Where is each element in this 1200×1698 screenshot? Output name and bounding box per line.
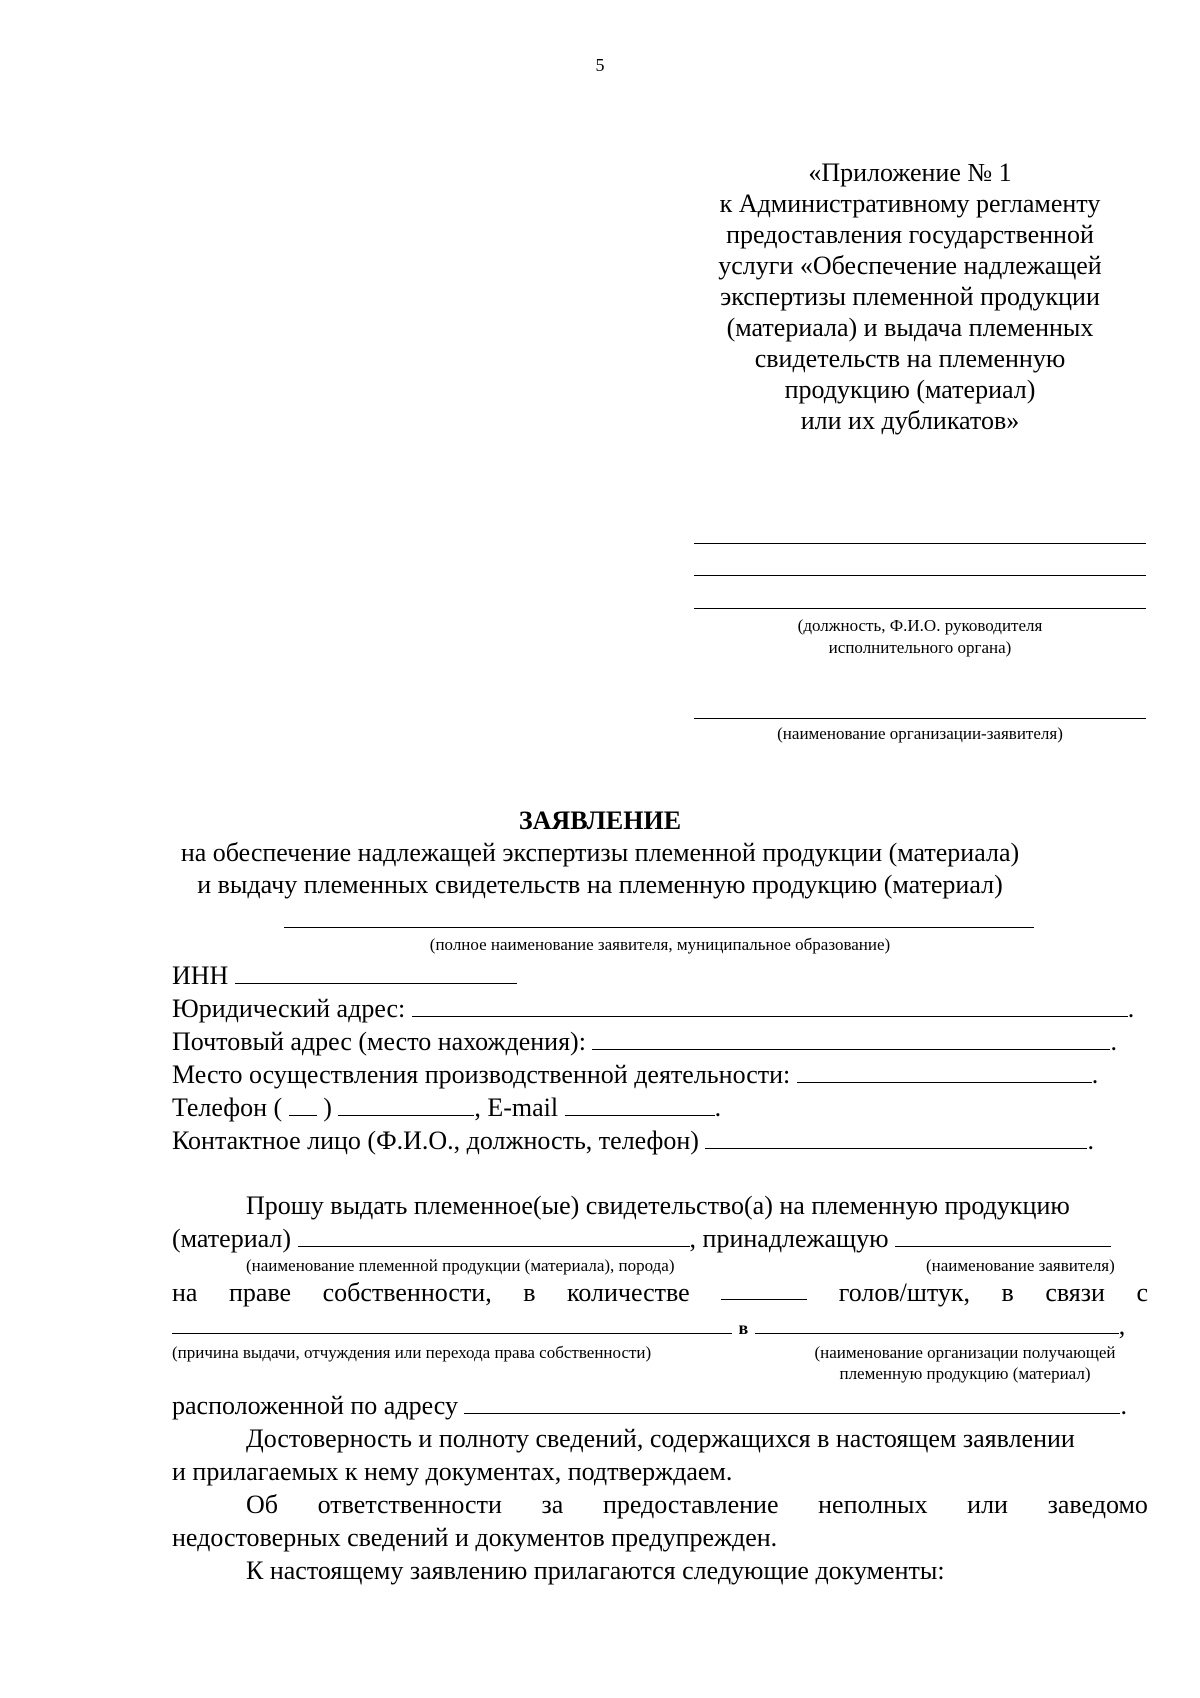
caption-receiver-line: племенную продукцию (материал) <box>839 1364 1091 1383</box>
production-place-label: Место осуществления производственной деятельности: <box>172 1060 791 1089</box>
caption-reason: (причина выдачи, отчуждения или перехода права собственности) <box>172 1343 652 1362</box>
inn-label: ИНН <box>172 961 229 990</box>
attachments-line: К настоящему заявлению прилагаются следующие документы: <box>246 1556 945 1585</box>
receiver-field[interactable] <box>755 1311 1119 1334</box>
located-row <box>172 1390 1127 1422</box>
email-field[interactable] <box>565 1093 715 1116</box>
caption-head <box>694 615 1146 659</box>
row-end-dot: . <box>714 1093 722 1122</box>
row-end-dot: . <box>1127 994 1135 1023</box>
responsibility-word: или <box>967 1490 1008 1519</box>
page-title: ЗАЯВЛЕНИЕ <box>518 806 682 835</box>
row-end-comma: , <box>1118 1311 1126 1340</box>
appendix-line: к Административному регламенту <box>719 189 1101 218</box>
production-place-row <box>172 1059 1098 1091</box>
phone-label: Телефон ( <box>172 1093 283 1122</box>
ownership-word: в <box>523 1278 536 1307</box>
reason-field[interactable] <box>172 1311 732 1334</box>
row-end-dot: . <box>1110 1027 1117 1056</box>
addressee-line-2[interactable] <box>694 575 1146 576</box>
addressee-line-3[interactable] <box>694 608 1146 609</box>
legal-address-field[interactable] <box>412 994 1128 1017</box>
appendix-line: продукцию (материал) <box>784 375 1036 404</box>
ownership-row <box>172 1277 1148 1309</box>
heads-label: голов/штук, <box>838 1278 971 1307</box>
row-end-dot: . <box>1091 1060 1099 1089</box>
responsibility-word: заведомо <box>1047 1490 1148 1519</box>
addressee-line-1[interactable] <box>694 543 1146 544</box>
responsibility-word: неполных <box>818 1490 928 1519</box>
caption-head-line: (должность, Ф.И.О. руководителя <box>797 616 1043 635</box>
in-word: в <box>738 1318 749 1338</box>
legal-address-row <box>172 993 1134 1025</box>
email-label: , E-mail <box>474 1093 559 1122</box>
ownership-word: праве <box>228 1278 292 1307</box>
connection-word: с <box>1136 1278 1148 1307</box>
title-subline: и выдачу племенных свидетельств на племенную продукцию (материал) <box>197 870 1003 899</box>
contact-row <box>172 1125 1094 1157</box>
phone-row <box>172 1092 721 1124</box>
postal-address-row <box>172 1026 1117 1058</box>
applicant-org-line[interactable] <box>694 718 1146 719</box>
row-end-dot: . <box>1120 1391 1127 1420</box>
owner-name-field[interactable] <box>895 1224 1111 1247</box>
caption-applicant: (полное наименование заявителя, муниципальное образование) <box>429 935 891 954</box>
phone-field[interactable] <box>338 1093 474 1116</box>
row-end-dot: . <box>1087 1126 1094 1155</box>
production-place-field[interactable] <box>797 1060 1092 1083</box>
appendix-line: (материала) и выдача племенных <box>726 313 1094 342</box>
responsibility-word: за <box>541 1490 564 1519</box>
closing-line: и прилагаемых к нему документах, подтверждаем. <box>172 1457 733 1486</box>
ownership-word: собственности, <box>322 1278 492 1307</box>
phone-code-field[interactable] <box>289 1093 317 1116</box>
statement-title <box>0 805 1200 901</box>
responsibility-word: ответственности <box>317 1490 502 1519</box>
appendix-line: «Приложение № 1 <box>808 158 1012 187</box>
appendix-line: услуги «Обеспечение надлежащей <box>718 251 1102 280</box>
phone-close-paren: ) <box>323 1093 332 1122</box>
located-address-field[interactable] <box>464 1391 1120 1414</box>
appendix-line: предоставления государственной <box>726 220 1094 249</box>
caption-product: (наименование племенной продукции (материала), порода) <box>246 1256 675 1275</box>
connection-word: в <box>1001 1278 1014 1307</box>
applicant-name-line[interactable] <box>284 927 1034 928</box>
caption-org: (наименование организации-заявителя) <box>777 724 1063 743</box>
responsibility-word: Об <box>246 1490 279 1519</box>
request-line-1: Прошу выдать племенное(ые) свидетельство(а) на племенную продукцию <box>246 1191 1070 1220</box>
ownership-word: на <box>172 1278 198 1307</box>
page-number: 5 <box>595 55 605 75</box>
appendix-line: или их дубликатов» <box>800 406 1020 435</box>
postal-address-field[interactable] <box>592 1027 1110 1050</box>
material-label: (материал) <box>172 1224 292 1253</box>
reason-row <box>172 1310 1125 1344</box>
responsibility-word: предоставление <box>602 1490 779 1519</box>
caption-owner: (наименование заявителя) <box>926 1256 1115 1275</box>
quantity-field[interactable] <box>721 1277 807 1300</box>
product-name-field[interactable] <box>298 1224 690 1247</box>
caption-head-line: исполнительного органа) <box>828 638 1012 657</box>
appendix-header <box>690 157 1130 436</box>
caption-receiver-line: (наименование организации получающей <box>814 1343 1116 1362</box>
contact-label: Контактное лицо (Ф.И.О., должность, телефон) <box>172 1126 699 1155</box>
belonging-label: , принадлежащую <box>689 1224 889 1253</box>
contact-field[interactable] <box>705 1126 1087 1149</box>
connection-word: связи <box>1045 1278 1105 1307</box>
appendix-line: свидетельств на племенную <box>754 344 1066 373</box>
postal-address-label: Почтовый адрес (место нахождения): <box>172 1027 586 1056</box>
request-line-2 <box>172 1223 1111 1255</box>
ownership-word: количестве <box>567 1278 690 1307</box>
title-subline: на обеспечение надлежащей экспертизы племенной продукции (материала) <box>180 838 1020 867</box>
caption-receiver <box>780 1342 1150 1384</box>
closing-line: Достоверность и полноту сведений, содержащихся в настоящем заявлении <box>246 1424 1075 1453</box>
closing-line: недостоверных сведений и документов предупрежден. <box>172 1523 778 1552</box>
inn-field[interactable] <box>235 961 517 984</box>
responsibility-row <box>246 1489 1148 1521</box>
legal-address-label: Юридический адрес: <box>172 994 406 1023</box>
inn-row <box>172 960 517 992</box>
located-label: расположенной по адресу <box>172 1391 458 1420</box>
appendix-line: экспертизы племенной продукции <box>720 282 1100 311</box>
